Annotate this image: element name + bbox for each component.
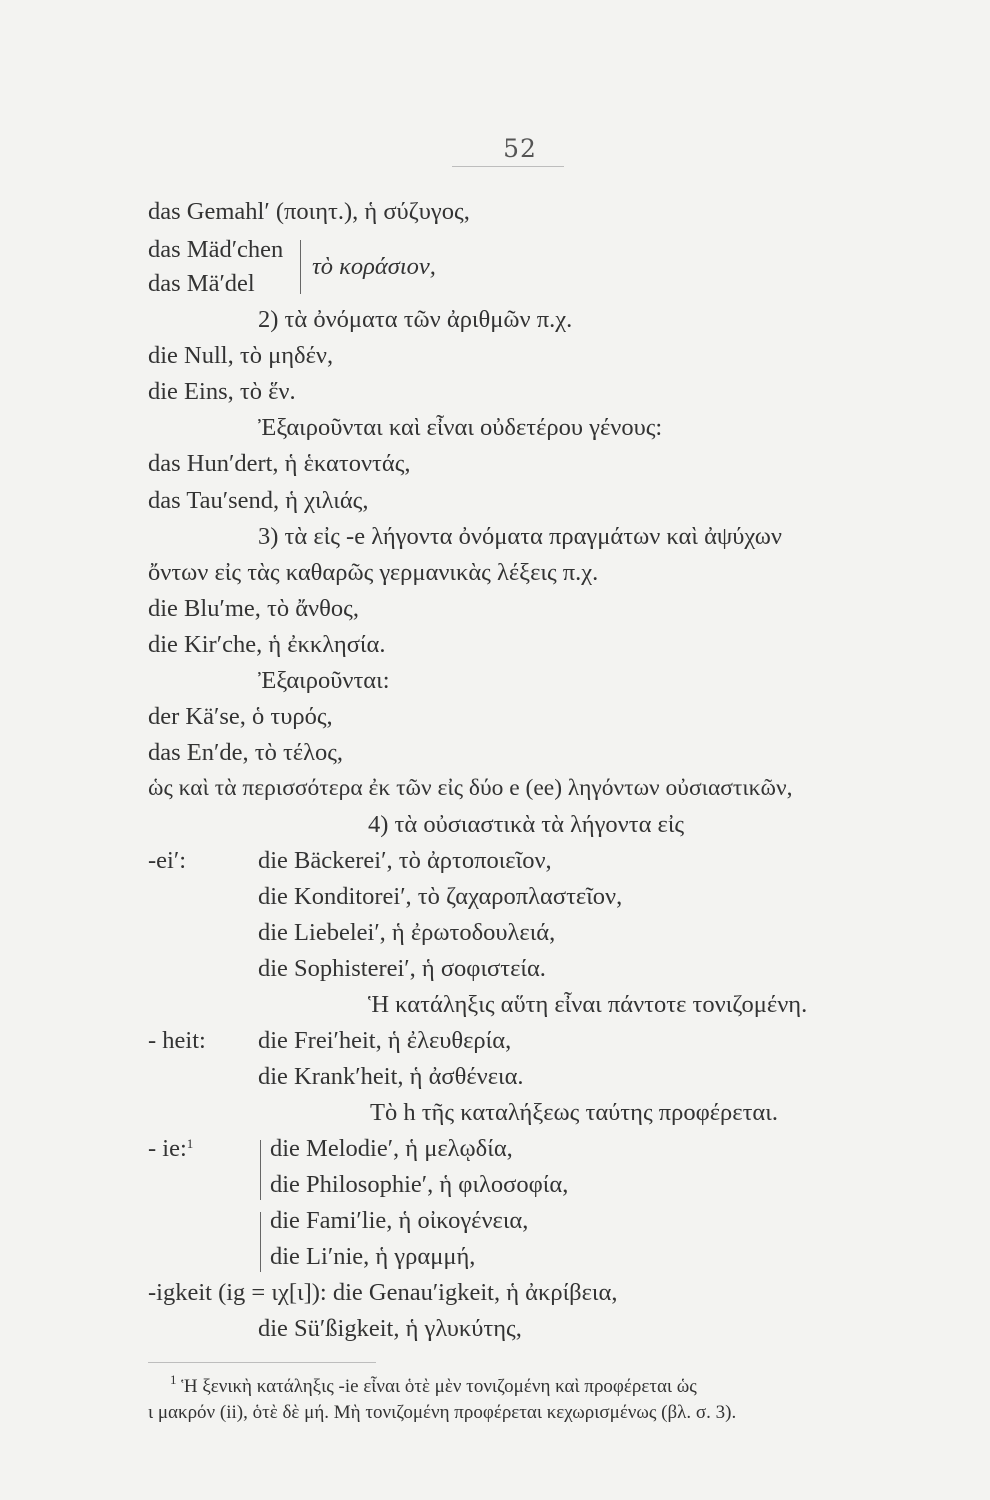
suffix-label: - heit: xyxy=(148,1027,206,1054)
text-line: die Melodie′, ἡ μελῳδία, xyxy=(270,1135,513,1162)
text-line: das Hun′dert, ἡ ἑκατοντάς, xyxy=(148,450,411,477)
text-line: die Bäckerei′, τὸ ἀρτοποιεῖον, xyxy=(258,847,552,874)
text-line: das Mä′del xyxy=(148,270,255,297)
text-line: Ἐξαιροῦνται: xyxy=(258,667,390,694)
text-line: τὸ κοράσιον, xyxy=(312,253,436,280)
text-line: die Liebelei′, ἡ ἐρωτοδουλειά, xyxy=(258,919,556,946)
suffix-label-text: - ie: xyxy=(148,1135,187,1162)
text-line: die Frei′heit, ἡ ἐλευθερία, xyxy=(258,1027,512,1054)
page-number: 52 xyxy=(503,134,537,163)
footnote-line xyxy=(170,1372,697,1398)
text-line: die Li′nie, ἡ γραμμή, xyxy=(270,1243,476,1270)
suffix-label xyxy=(148,1135,193,1163)
text-line: das En′de, τὸ τέλος, xyxy=(148,739,344,766)
text-line: Ἐξαιροῦνται καὶ εἶναι οὐδετέρου γένους: xyxy=(258,414,663,441)
text-line: die Sü′ßigkeit, ἡ γλυκύτης, xyxy=(258,1315,522,1342)
footnote-marker: 1 xyxy=(170,1372,177,1387)
text-line: die Krank′heit, ἡ ἀσθένεια. xyxy=(258,1063,524,1090)
suffix-label: -ei′: xyxy=(148,847,187,874)
text-line: die Blu′me, τὸ ἄνθος, xyxy=(148,595,359,622)
text-line: ὡς καὶ τὰ περισσότερα ἐκ τῶν εἰς δύο e (ee) ληγόντων οὐσιαστικῶν, xyxy=(148,775,793,801)
text-line: die Konditorei′, τὸ ζαχαροπλαστεῖον, xyxy=(258,883,623,910)
grouping-brace xyxy=(260,1212,261,1272)
text-line: -igkeit (ig = ιχ[ι]): die Genau′igkeit, ἡ ἀκρίβεια, xyxy=(148,1279,618,1306)
text-line: das Mäd′chen xyxy=(148,236,284,263)
text-line: Τὸ h τῆς καταλήξεως ταύτης προφέρεται. xyxy=(370,1099,778,1126)
text-line: die Sophisterei′, ἡ σοφιστεία. xyxy=(258,955,546,982)
text-line: ὄντων εἰς τὰς καθαρῶς γερμανικὰς λέξεις π.χ. xyxy=(148,559,599,586)
grouping-brace xyxy=(300,240,301,294)
text-line: die Eins, τὸ ἕν. xyxy=(148,378,296,405)
footnote-text: Ἡ ξενικὴ κατάληξις -ie εἶναι ὁτὲ μὲν τονιζομένη καὶ προφέρεται ὡς xyxy=(181,1376,697,1397)
text-line: die Kir′che, ἡ ἐκκλησία. xyxy=(148,631,386,658)
text-line: 3) τὰ εἰς -e λήγοντα ὀνόματα πραγμάτων καὶ ἀψύχων xyxy=(258,523,782,550)
footnote-separator xyxy=(148,1362,376,1363)
text-line: der Kä′se, ὁ τυρός, xyxy=(148,703,333,730)
footnote-ref: 1 xyxy=(186,1136,194,1151)
footnote-line: ι μακρόν (ii), ὁτὲ δὲ μή. Μὴ τονιζομένη προφέρεται κεχωρισμένως (βλ. σ. 3). xyxy=(148,1402,737,1423)
page-number-rule xyxy=(452,166,564,167)
text-line: die Philosophie′, ἡ φιλοσοφία, xyxy=(270,1171,569,1198)
text-line: die Fami′lie, ἡ οἰκογένεια, xyxy=(270,1207,529,1234)
text-line: 2) τὰ ὀνόματα τῶν ἀριθμῶν π.χ. xyxy=(258,306,573,333)
text-line: die Null, τὸ μηδέν, xyxy=(148,342,334,369)
text-line: Ἡ κατάληξις αὕτη εἶναι πάντοτε τονιζομένη. xyxy=(368,991,808,1018)
text-line: das Gemahl′ (ποιητ.), ἡ σύζυγος, xyxy=(148,198,470,225)
grouping-brace xyxy=(260,1140,261,1200)
text-line: 4) τὰ οὐσιαστικὰ τὰ λήγοντα εἰς xyxy=(368,811,685,838)
text-line: das Tau′send, ἡ χιλιάς, xyxy=(148,487,369,514)
